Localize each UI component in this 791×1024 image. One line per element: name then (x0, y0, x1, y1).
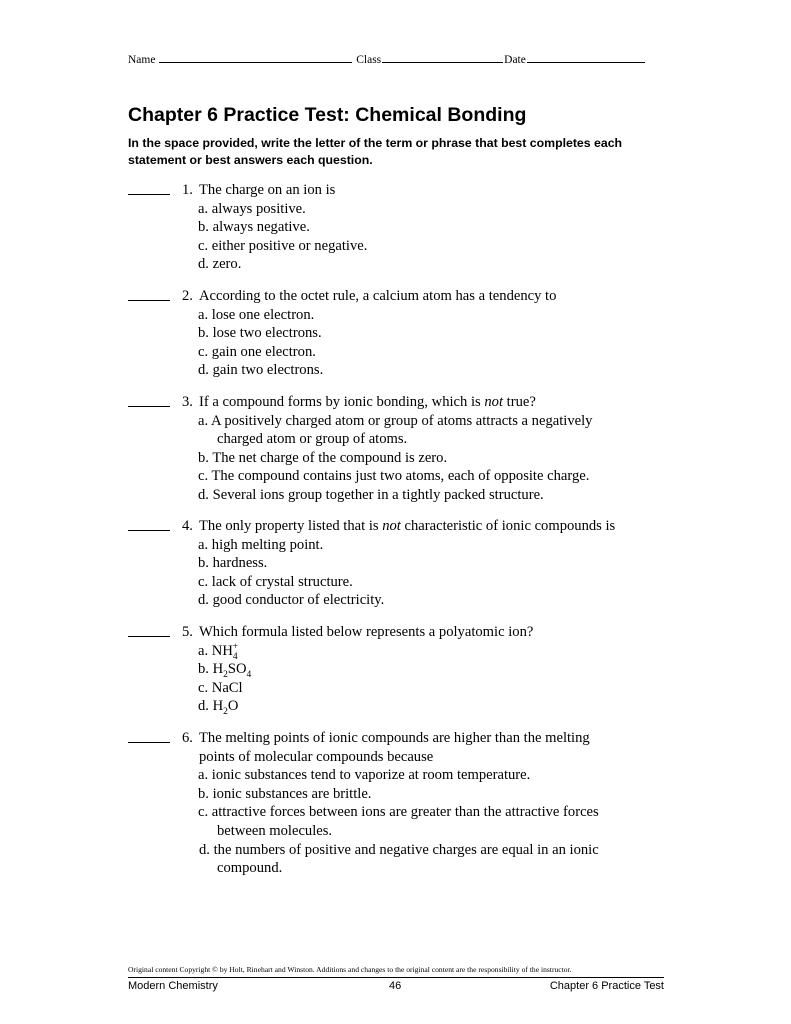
choice-b: b. always negative. (198, 219, 310, 235)
choice-b: b. ionic substances are brittle. (198, 786, 372, 802)
copyright-notice: Original content Copyright © by Holt, Rinehart and Winston. Additions and changes to the original content are the responsibility of the instructor. (128, 965, 572, 974)
answer-blank (128, 636, 170, 637)
choice-c: c. attractive forces between ions are greater than the attractive forces (198, 804, 599, 820)
question-stem-emphasis: not (484, 394, 504, 410)
class-label: Class (356, 54, 382, 66)
question-stem-before: The only property listed that is (199, 518, 383, 534)
instructions: In the space provided, write the letter of the term or phrase that best completes each statement or best answers each question. (128, 136, 623, 167)
formula-text: SO (227, 661, 247, 677)
question-stem-before: If a compound forms by ionic bonding, which is (199, 394, 485, 410)
question-stem-continued: points of molecular compounds because (199, 749, 434, 765)
choice-c-continued: between molecules. (217, 823, 333, 839)
page-title: Chapter 6 Practice Test: Chemical Bonding (128, 104, 527, 126)
question-number: 2. (182, 288, 193, 304)
question-number: 6. (182, 730, 193, 746)
answer-blank (128, 194, 170, 195)
date-blank (527, 52, 645, 63)
class-blank (382, 52, 503, 63)
choice-b: b. lose two electrons. (198, 325, 322, 341)
question-stem-after: true? (503, 394, 536, 410)
choice-d: d. the numbers of positive and negative charges are equal in an ionic (199, 842, 599, 858)
choice-a: a. lose one electron. (198, 307, 315, 323)
question-stem: According to the octet rule, a calcium atom has a tendency to (199, 288, 557, 304)
question-stem: The melting points of ionic compounds are higher than the melting (199, 730, 590, 746)
choice-a: a. ionic substances tend to vaporize at room temperature. (198, 767, 531, 783)
date-label: Date (504, 54, 526, 66)
name-label: Name (128, 54, 156, 66)
page-number: 46 (389, 980, 402, 992)
question-number: 5. (182, 624, 193, 640)
answer-blank (128, 742, 170, 743)
answer-blank (128, 530, 170, 531)
name-blank (159, 52, 352, 63)
choice-c: c. NaCl (198, 680, 243, 696)
choice-a-continued: charged atom or group of atoms. (217, 431, 408, 447)
superscript: + (232, 642, 238, 653)
subscript: 4 (232, 651, 238, 662)
question-stem-after: characteristic of ionic compounds is (400, 518, 616, 534)
answer-blank (128, 300, 170, 301)
choice-b: b. The net charge of the compound is zero. (198, 450, 448, 466)
choice-a: a. always positive. (198, 201, 306, 217)
question-number: 1. (182, 182, 193, 198)
choice-b (198, 660, 251, 679)
formula-text: d. H (198, 698, 224, 714)
choice-a (198, 642, 238, 661)
subscript: 2 (223, 706, 228, 717)
choice-c: c. gain one electron. (198, 344, 316, 360)
choice-d: d. gain two electrons. (198, 362, 324, 378)
choice-b: b. hardness. (198, 555, 268, 571)
choice-a: a. A positively charged atom or group of atoms attracts a negatively (198, 413, 593, 429)
choice-a: a. high melting point. (198, 537, 324, 553)
choice-d: d. zero. (198, 256, 242, 272)
choice-c: c. The compound contains just two atoms, each of opposite charge. (198, 468, 590, 484)
question-stem: The charge on an ion is (199, 182, 336, 198)
choice-c: c. either positive or negative. (198, 238, 368, 254)
choice-c: c. lack of crystal structure. (198, 574, 353, 590)
footer-book-title: Modern Chemistry (128, 980, 218, 992)
formula-text: b. H (198, 661, 224, 677)
footer-divider (128, 977, 664, 978)
subscript: 4 (246, 669, 252, 680)
question-number: 3. (182, 394, 193, 410)
question-number: 4. (182, 518, 193, 534)
choice-d-continued: compound. (217, 860, 283, 876)
formula-text: a. NH (198, 643, 233, 659)
answer-blank (128, 406, 170, 407)
question-stem-emphasis: not (382, 518, 401, 534)
question-stem: Which formula listed below represents a polyatomic ion? (199, 624, 534, 640)
subscript: 2 (223, 669, 228, 680)
footer-section-title: Chapter 6 Practice Test (549, 980, 664, 992)
choice-d: d. Several ions group together in a tightly packed structure. (198, 487, 544, 503)
student-info-header (128, 52, 646, 66)
choice-d (198, 697, 238, 716)
choice-d: d. good conductor of electricity. (198, 592, 385, 608)
formula-text: O (227, 698, 239, 714)
